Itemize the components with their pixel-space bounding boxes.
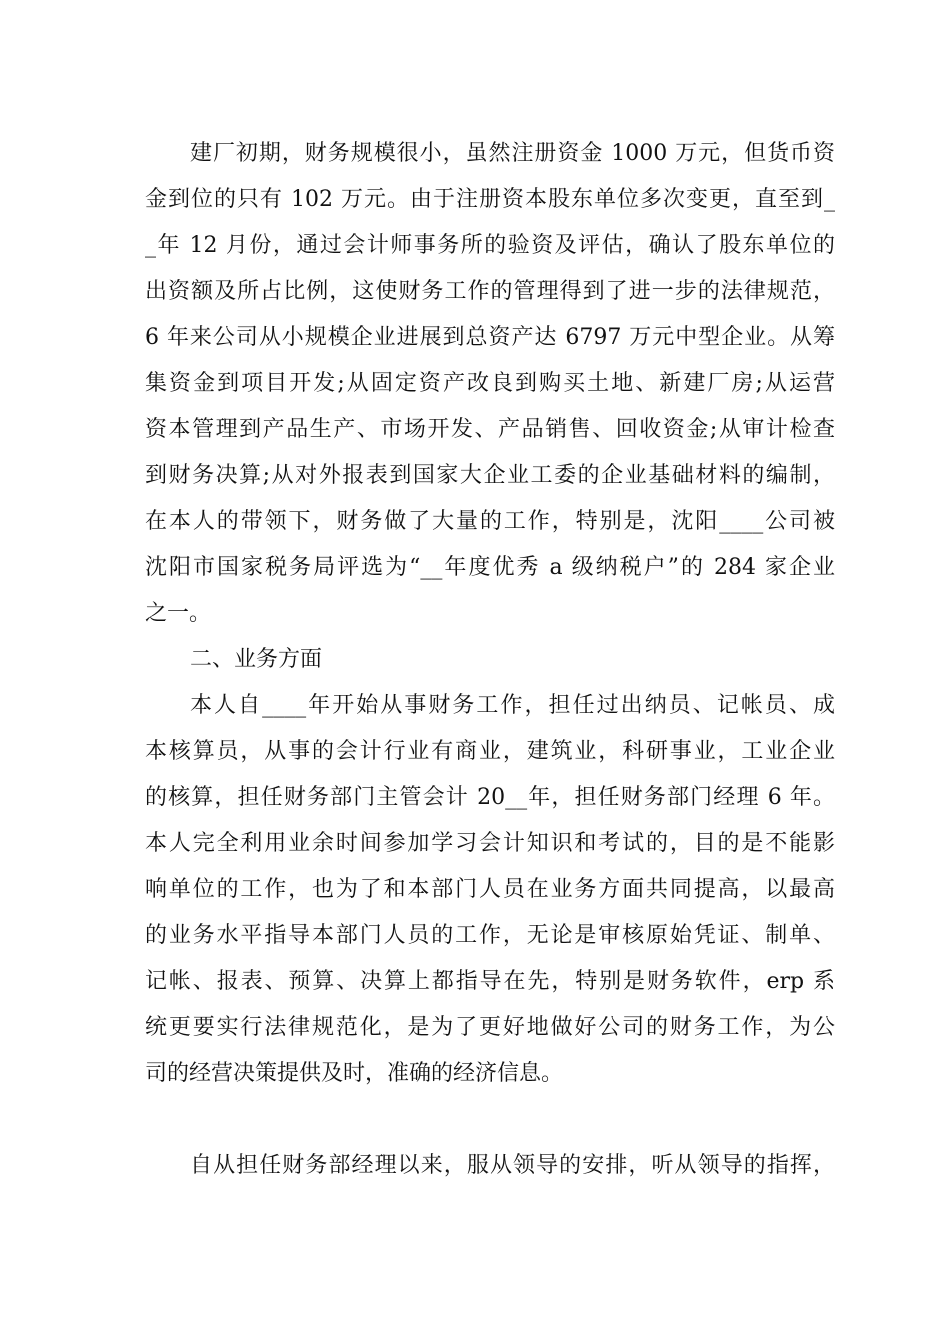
- paragraph-line: 出资额及所占比例，这使财务工作的管理得到了进一步的法律规范，: [145, 279, 835, 304]
- paragraph-line: 建厂初期，财务规模很小，虽然注册资金 1000 万元，但货币资: [190, 141, 835, 166]
- paragraph-line: 之一。: [145, 601, 212, 626]
- paragraph-line: 记帐、报表、预算、决算上都指导在先，特别是财务软件，erp 系: [145, 969, 835, 994]
- section-heading: 二、业务方面: [190, 647, 323, 672]
- paragraph-line: 本人完全利用业余时间参加学习会计知识和考试的，目的是不能影: [145, 831, 835, 856]
- paragraph-line: _年 12 月份，通过会计师事务所的验资及评估，确认了股东单位的: [145, 233, 835, 258]
- paragraph-line: 到财务决算;从对外报表到国家大企业工委的企业基础材料的编制，: [145, 463, 835, 488]
- paragraph-line: 本核算员，从事的会计行业有商业，建筑业，科研事业，工业企业: [145, 739, 835, 764]
- paragraph-line: 本人自____年开始从事财务工作，担任过出纳员、记帐员、成: [190, 693, 835, 718]
- paragraph-line: 统更要实行法律规范化，是为了更好地做好公司的财务工作，为公: [145, 1015, 835, 1040]
- paragraph-line: 的核算，担任财务部门主管会计 20__年，担任财务部门经理 6 年。: [145, 785, 835, 810]
- paragraph-line: 司的经营决策提供及时，准确的经济信息。: [145, 1061, 564, 1086]
- paragraph-line: 沈阳市国家税务局评选为“__年度优秀 a 级纳税户”的 284 家企业: [145, 555, 835, 580]
- paragraph-line: 集资金到项目开发;从固定资产改良到购买土地、新建厂房;从运营: [145, 371, 835, 396]
- paragraph-line: 响单位的工作，也为了和本部门人员在业务方面共同提高，以最高: [145, 877, 835, 902]
- paragraph-line: 6 年来公司从小规模企业进展到总资产达 6797 万元中型企业。从筹: [145, 325, 835, 350]
- paragraph-line: 的业务水平指导本部门人员的工作，无论是审核原始凭证、制单、: [145, 923, 835, 948]
- paragraph-line: 资本管理到产品生产、市场开发、产品销售、回收资金;从审计检查: [145, 417, 835, 442]
- paragraph-line: 金到位的只有 102 万元。由于注册资本股东单位多次变更，直至到_: [145, 187, 835, 212]
- paragraph-line: 自从担任财务部经理以来，服从领导的安排，听从领导的指挥，: [190, 1153, 835, 1178]
- paragraph-line: 在本人的带领下，财务做了大量的工作，特别是，沈阳____公司被: [145, 509, 835, 534]
